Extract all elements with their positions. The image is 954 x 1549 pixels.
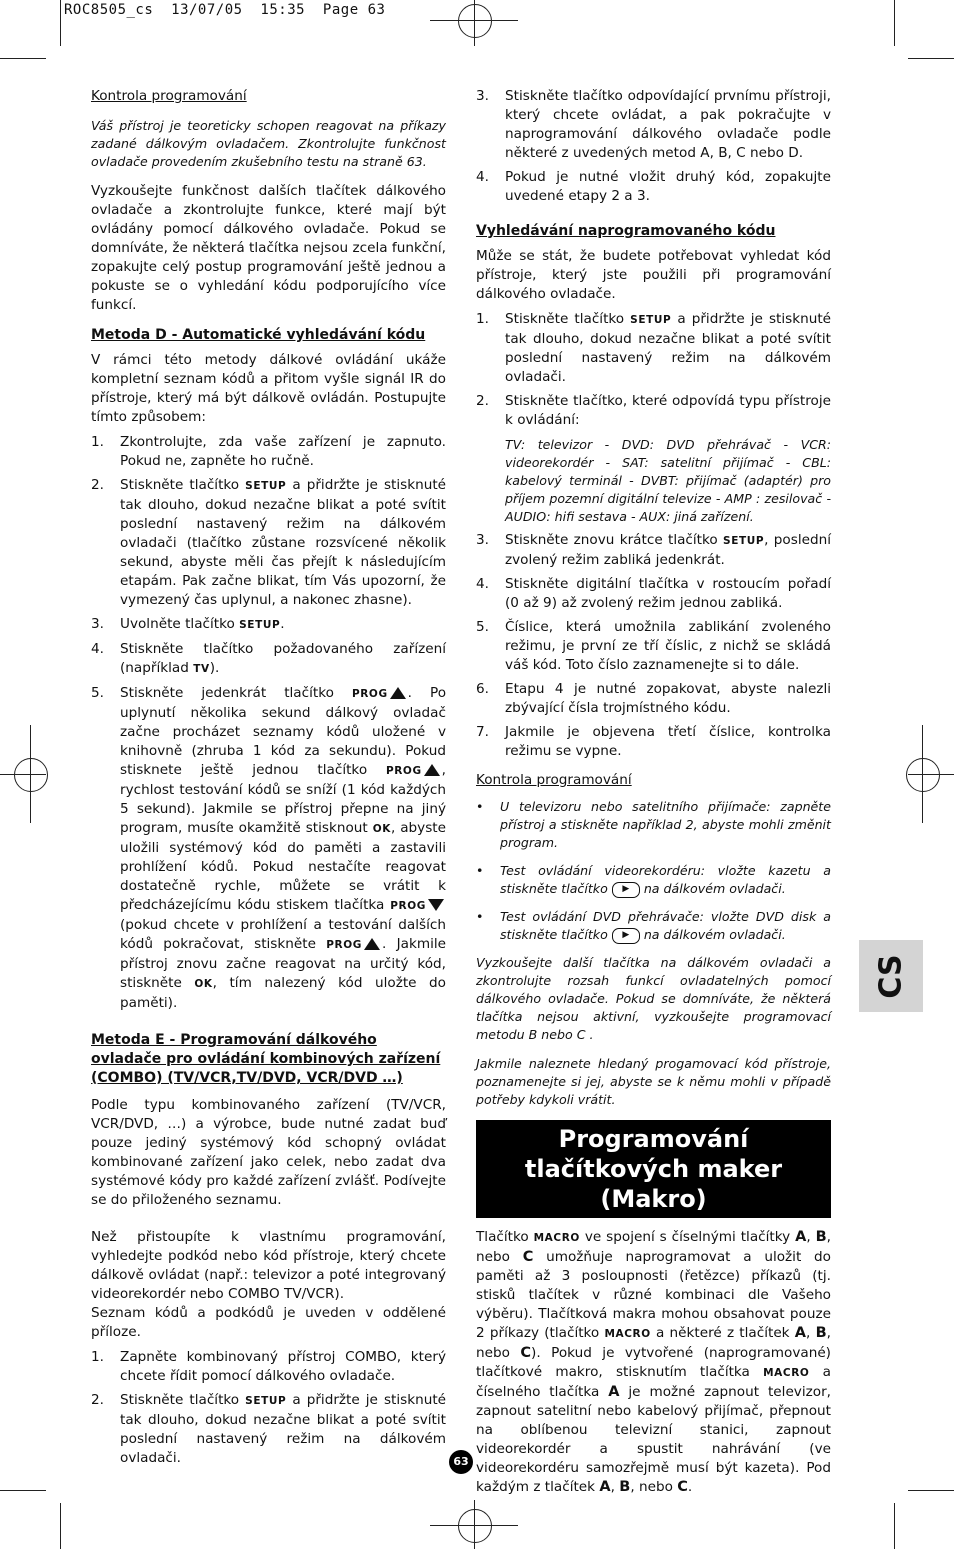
list-item: 2. Stiskněte tlačítko, které odpovídá typu přístroje k ovládání: TV: televizor - DVD: DVD přehrávač - VCR: videorekordér - SAT: satelitní přijímač - CBL: kabelový terminál - DVBT: přijímač (adaptér) pro příjem pozemní digitální televize - AMP : zesilovač - AUDIO: hifi sestava - AUX: jiná zařízení. xyxy=(476,393,831,524)
prog-key: PROG xyxy=(326,939,362,951)
crop-mark xyxy=(894,1503,895,1549)
steps-list-d xyxy=(91,433,446,1013)
print-header: ROC8505_cs 13/07/05 15:35 Page 63 xyxy=(64,2,386,18)
setup-key: SETUP xyxy=(245,1395,287,1407)
list-item: 6. Etapu 4 je nutné zopakovat, abyste nalezli zbývající čísla trojmístného kódu. xyxy=(476,681,831,716)
registration-mark xyxy=(458,4,492,38)
arrow-up-icon xyxy=(390,687,406,699)
crop-mark xyxy=(430,1525,518,1526)
crop-mark xyxy=(60,1503,61,1549)
list-item: 5. Číslice, která umožnila zablikání zvoleného režimu, je první ze tří číslic, z nichž se skládá váš kód. Toto číslo zaznamenejte si to dále. xyxy=(476,619,831,673)
bullet-list xyxy=(476,798,831,944)
left-column xyxy=(91,87,446,1476)
paragraph: V rámci této metody dálkové ovládání ukáže kompletní seznam kódů a přitom vyšle signál IR do přístroje, který má být dálkově ovládán. Postupujte tímto způsobem: xyxy=(91,352,446,425)
heading-metoda-e: Metoda E - Programování dálkového ovladače pro ovládání kombinových zařízení (COMBO) (TV/VCR,TV/DVD, VCR/DVD …) xyxy=(91,1032,441,1086)
section-banner: Programování tlačítkových maker (Makro) xyxy=(476,1120,831,1218)
macro-paragraph: Tlačítko MACRO ve spojení s číselnými tlačítky A, B, nebo C umožňuje naprogramovat a uložit do paměti až 3 posloupnosti (řetězce) příkazů (tj. stisků tlačítek v různé kombinaci dle Vašeho výběru). Tlačítková makra mohou obsahovat pouze 2 příkazy (tlačítko MACRO a některé z tlačítek A, B, nebo C). Pokud je vytvořené (naprogramované) tlačítkové makro, stisknutím tlačítka MACRO a číselného tlačítka A je možné zapnout televizor, zapnout satelitní nebo kabelový přijímač, přepnout na oblíbenou televizní stanici, zapnout videorekordér a spustit nahrávání (ve videorekordéru samozřejmě musí být kazeta). Pod každým z tlačítek A, B, nebo C. xyxy=(476,1229,831,1495)
list-item: • U televizoru nebo satelitního přijímače: zapněte přístroj a stiskněte například 2, abyste mohli změnit program. xyxy=(476,799,831,850)
language-tab: CS xyxy=(859,940,923,1012)
list-item: 1. Zapněte kombinovaný přístroj COMBO, který chcete řídit pomocí dálkového ovladače. xyxy=(91,1349,446,1384)
paragraph: Může se stát, že budete potřebovat vyhledat kód přístroje, který jste použili při programování dálkového ovladače. xyxy=(476,248,831,302)
play-icon: ▶ xyxy=(612,882,640,898)
crop-mark xyxy=(908,58,954,59)
prog-key: PROG xyxy=(390,900,426,912)
italic-note: Jakmile naleznete hledaný progamovací kód přístroje, poznamenejte si jej, abyste se k němu mohli v případě potřeby kdykoli vrátit. xyxy=(476,1056,831,1107)
list-item: 4. Pokud je nutné vložit druhý kód, zopakujte uvedené etapy 2 a 3. xyxy=(476,169,831,204)
list-item: 1. Stiskněte tlačítko SETUP a přidržte je stisknuté tak dlouho, dokud nezačne blikat a poté svítit poslední nastavený režim na dálkovém ovladači. xyxy=(476,311,832,385)
list-item: 3. Uvolněte tlačítko SETUP. xyxy=(91,616,285,632)
page-number: 63 xyxy=(449,1450,473,1474)
crop-mark xyxy=(894,0,895,46)
ok-key: OK xyxy=(372,823,391,835)
list-item: 5. Stiskněte jedenkrát tlačítko PROG . Po uplynutí několika sekund dálkový ovladač začne procházet seznamy kódů uložené v knihovně (zhruba 1 kód za sekundu). Pokud stisknete ještě jednou tlačítko PROG , rychlost testování kódů se sníží (1 kód každých 5 sekund). Jakmile se přístroj přepne na jiný program, musíte okamžitě stisknout OK, abyste uložili systémový kód do paměti a zastavili prohlížení kódů. Pokud nestačíte reagovat dostatečně rychle, můžete se vrátit k předcházejícímu kódu stiskem tlačítka PROG (pokud chcete v prohlížení a testování dalších kódů pokračovat, stiskněte PROG . Jakmile přístroj znovu začne reagovat na určitý kód, stiskněte OK, tím nalezený kód uložte do paměti). xyxy=(91,685,447,1011)
heading-kontrola-2: Kontrola programování xyxy=(476,772,632,788)
macro-key: MACRO xyxy=(533,1232,580,1244)
paragraph: Seznam kódů a podkódů je uveden v oddělené příloze. xyxy=(91,1305,446,1340)
macro-key: MACRO xyxy=(763,1367,810,1379)
registration-mark xyxy=(906,758,940,792)
list-item: 2. Stiskněte tlačítko SETUP a přidržte je stisknuté tak dlouho, dokud nezačne blikat a poté svítit poslední nastavený režim na dálkovém ovladači (tlačítko zůstane rozsvícené několik sekund, abyste měli čas přejít k následujícím etapám. Pak začne blikat, tím Vás upozorní, že vymezený čas uplynul, a nakonec zhasne). xyxy=(91,477,447,608)
arrow-down-icon xyxy=(428,899,444,911)
intro-italic: Váš přístroj je teoreticky schopen reagovat na příkazy zadané dálkovým ovladačem. Zkontrolujte funkčnost ovladače provedením zkušebního testu na straně 63. xyxy=(91,118,446,169)
list-item: 3. Stiskněte tlačítko odpovídající prvnímu přístroji, který chcete ovládat, a pak pokračujte v naprogramování dálkového ovladače podle některé z uvedených metod A, B, C nebo D. xyxy=(476,88,831,161)
crop-mark xyxy=(430,20,518,21)
paragraph: Vyzkoušejte funkčnost dalších tlačítek dálkového ovladače a zkontrolujte funkce, které mají být ovládány pomocí dálkového ovladače. Pokud se domníváte, že některá tlačítka nejsou zcela funkční, zopakujte celý postup programování ještě jednou a pokuste se o vyhledání kódu podporujícího více funkcí. xyxy=(91,183,446,313)
list-item: 3. Stiskněte znovu krátce tlačítko SETUP, poslední zvolený režim zabliká jedenkrát. xyxy=(476,532,831,568)
setup-key: SETUP xyxy=(723,535,765,547)
setup-key: SETUP xyxy=(630,314,672,326)
steps-list-e xyxy=(91,1348,446,1468)
crop-mark xyxy=(474,0,475,46)
list-item: 4. Stiskněte digitální tlačítka v rostoucím pořadí (0 až 9) až zvolený režim jednou zabliká. xyxy=(476,576,831,611)
list-item: 1. Zkontrolujte, zda vaše zařízení je zapnuto. Pokud ne, zapněte ho ručně. xyxy=(91,434,446,469)
registration-mark xyxy=(458,1509,492,1543)
heading-vyhledavani: Vyhledávání naprogramovaného kódu xyxy=(476,223,776,239)
crop-mark xyxy=(908,774,954,775)
list-item: 2. Stiskněte tlačítko SETUP a přidržte je stisknuté tak dlouho, dokud nezačne blikat a poté svítit poslední nastavený režim na dálkovém ovladači. xyxy=(91,1392,447,1466)
list-item: 7. Jakmile je objevena třetí číslice, kontrolka režimu se vypne. xyxy=(476,724,831,759)
setup-key: SETUP xyxy=(239,619,281,631)
paragraph: Podle typu kombinovaného zařízení (TV/VCR, VCR/DVD, …) a výrobce, bude nutné zadat buď pouze jediný systémový kód schopný ovládat kombinované zařízení jako celek, nebo zadat dva systémové kódy pro každé zařízení zvlášť. Podívejte se do přiloženého seznamu. xyxy=(91,1097,446,1208)
prog-key: PROG xyxy=(351,688,388,700)
ok-key: OK xyxy=(194,978,213,990)
prog-key: PROG xyxy=(385,765,422,777)
list-item: 4. Stiskněte tlačítko požadovaného zařízení (například TV). xyxy=(91,641,446,676)
paragraph: Než přistoupíte k vlastnímu programování, vyhledejte podkód nebo kód přístroje, který chcete dálkově ovládat (např.: televizor a poté integrovaný videorekordér nebo COMBO TV/VCR). xyxy=(91,1229,446,1302)
crop-mark xyxy=(60,0,61,46)
device-list: TV: televizor - DVD: DVD přehrávač - VCR: videorekordér - SAT: satelitní přijímač - CBL: kabelový terminál - DVBT: přijímač (adaptér) pro příjem pozemní digitální televize - AMP : zesilovač - AUDIO: hifi sestava - AUX: jiná zařízení. xyxy=(505,437,831,524)
crop-mark xyxy=(908,1490,954,1491)
arrow-up-icon xyxy=(424,764,440,776)
crop-mark xyxy=(0,1490,46,1491)
macro-key: MACRO xyxy=(604,1328,651,1340)
crop-mark xyxy=(0,774,46,775)
heading-kontrola: Kontrola programování xyxy=(91,88,247,104)
list-item: • Test ovládání videorekordéru: vložte kazetu a stiskněte tlačítko ▶ na dálkovém ovladači. xyxy=(476,863,831,896)
setup-key: SETUP xyxy=(245,480,287,492)
heading-metoda-d: Metoda D - Automatické vyhledávání kódu xyxy=(91,327,426,343)
right-column xyxy=(476,87,831,1508)
play-icon: ▶ xyxy=(612,928,640,944)
arrow-up-icon xyxy=(364,938,380,950)
italic-note: Vyzkoušejte další tlačítka na dálkovém ovladači a zkontrolujte rozsah funkcí ovladatelných pomocí dálkového ovladače. Pokud se domníváte, že některá tlačítka nejsou aktivní, vyzkoušejte programovací metodu B nebo C . xyxy=(476,955,831,1042)
steps-list-search xyxy=(476,310,831,761)
list-item: • Test ovládání DVD přehrávače: vložte DVD disk a stiskněte tlačítko ▶ na dálkovém ovladači. xyxy=(476,909,831,942)
steps-list-e-cont xyxy=(476,87,831,206)
crop-mark xyxy=(0,58,46,59)
tv-key: TV xyxy=(193,663,210,675)
registration-mark xyxy=(14,758,48,792)
